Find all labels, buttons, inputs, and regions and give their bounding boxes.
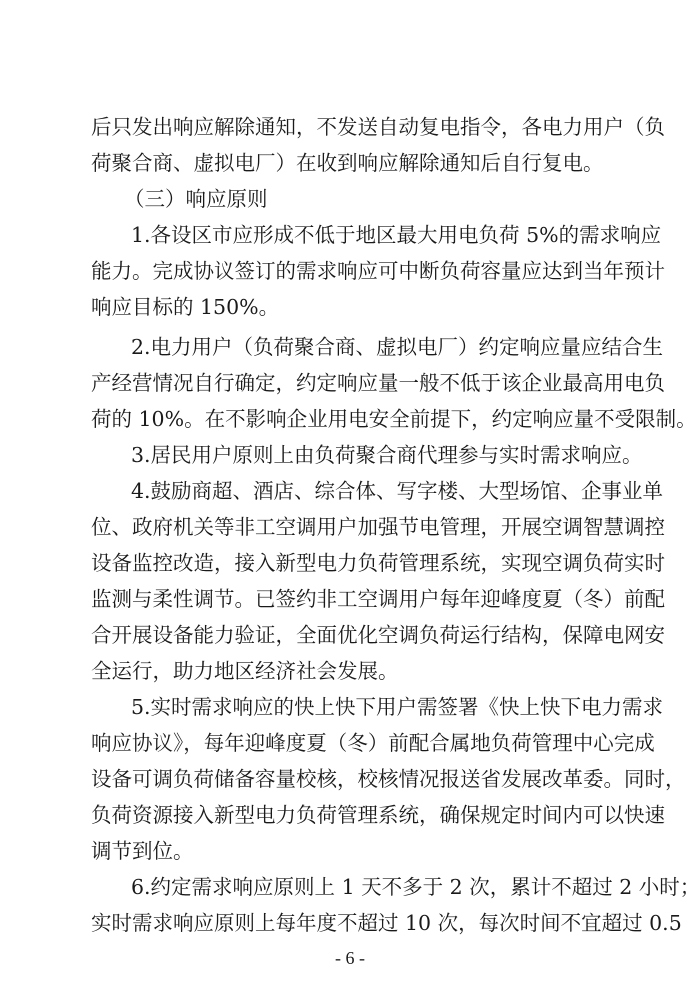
text-line: 5.实时需求响应的快上快下用户需签署《快上快下电力需求: [131, 695, 664, 719]
text-line: 6.约定需求响应原则上 1 天不多于 2 次，累计不超过 2 小时；: [131, 875, 700, 899]
section-heading: （三）响应原则: [124, 187, 268, 211]
text-line: 响应协议》，每年迎峰度夏（冬）前配合属地负荷管理中心完成: [91, 731, 655, 755]
text-line: 能力。完成协议签订的需求响应可中断负荷容量应达到当年预计: [91, 259, 665, 283]
text-line: 1.各设区市应形成不低于地区最大用电负荷 5%的需求响应: [131, 223, 662, 247]
page-number: - 6 -: [335, 948, 365, 968]
text-line: 位、政府机关等非工空调用户加强节电管理，开展空调智慧调控: [91, 515, 665, 539]
text-line: 荷聚合商、虚拟电厂）在收到响应解除通知后自行复电。: [91, 151, 604, 175]
text-line: 后只发出响应解除通知，不发送自动复电指令，各电力用户（负: [91, 115, 665, 139]
text-line: 合开展设备能力验证，全面优化空调负荷运行结构，保障电网安: [91, 623, 665, 647]
text-line: 负荷资源接入新型电力负荷管理系统，确保规定时间内可以快速: [91, 803, 665, 827]
text-line: 设备可调负荷储备容量校核，校核情况报送省发展改革委。同时，: [91, 767, 686, 791]
text-line: 4.鼓励商超、酒店、综合体、写字楼、大型场馆、企事业单: [131, 479, 664, 503]
text-line: 3.居民用户原则上由负荷聚合商代理参与实时需求响应。: [131, 443, 643, 467]
text-line: 实时需求响应原则上每年度不超过 10 次，每次时间不宜超过 0.5: [91, 911, 682, 935]
text-line: 响应目标的 150%。: [91, 295, 280, 319]
text-line: 设备监控改造，接入新型电力负荷管理系统，实现空调负荷实时: [91, 551, 665, 575]
text-line: 荷的 10%。在不影响企业用电安全前提下，约定响应量不受限制。: [91, 407, 697, 431]
text-line: 监测与柔性调节。已签约非工空调用户每年迎峰度夏（冬）前配: [91, 587, 665, 611]
text-line: 2.电力用户（负荷聚合商、虚拟电厂）约定响应量应结合生: [131, 335, 664, 359]
text-line: 调节到位。: [91, 839, 194, 863]
text-line: 产经营情况自行确定，约定响应量一般不低于该企业最高用电负: [91, 371, 665, 395]
text-line: 全运行，助力地区经济社会发展。: [91, 659, 399, 683]
